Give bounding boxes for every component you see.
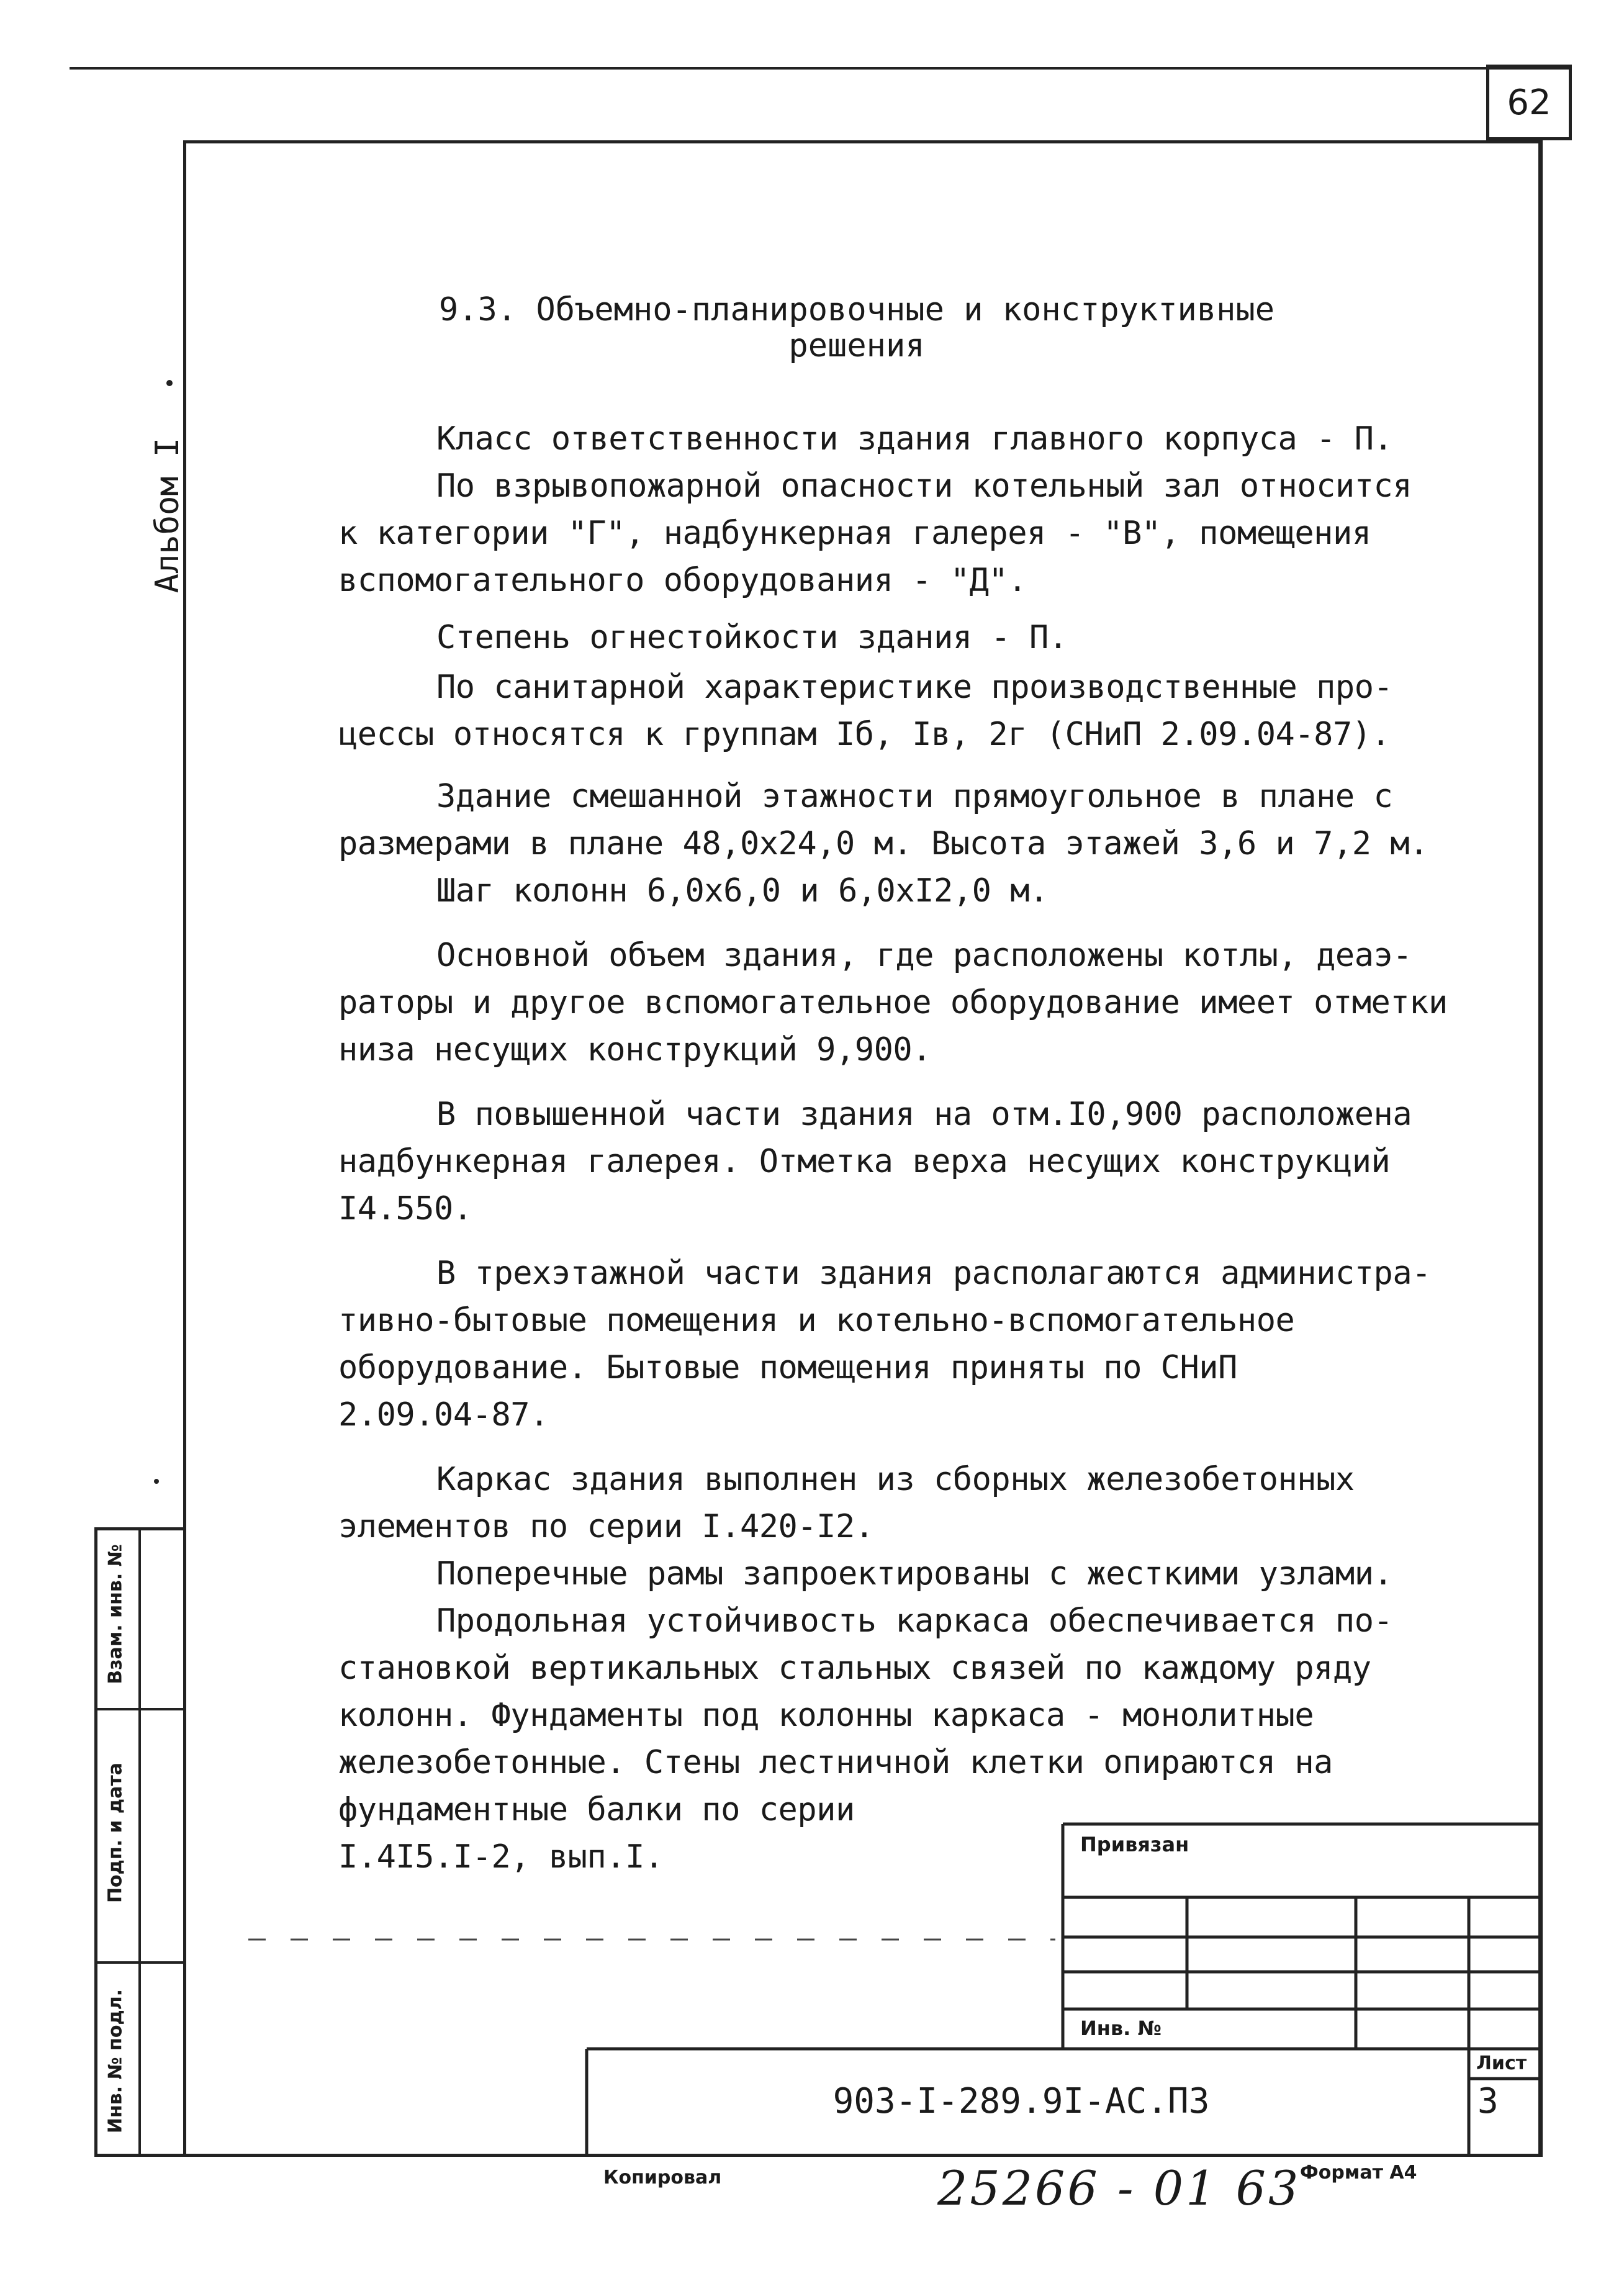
body-line: По санитарной характеристике производственные про- [436,669,1393,706]
body-line: цессы относятся к группам Iб, Iв, 2г (СНиП 2.09.04-87). [338,716,1391,753]
body-line: низа несущих конструкций 9,900. [338,1031,932,1068]
body-line: Каркас здания выполнен из сборных железобетонных [436,1461,1355,1498]
album-label: Альбом I [149,437,186,594]
body-line: Класс ответственности здания главного корпуса - П. [436,420,1393,458]
body-line: к категории "Г", надбункерная галерея - "В", помещения [338,515,1371,552]
body-line: Здание смешанной этажности прямоугольное в плане с [436,778,1393,815]
body-line: тивно-бытовые помещения и котельно-вспомогательное [338,1302,1295,1339]
body-line: элементов по серии I.420-I2. [338,1508,874,1545]
sheet-number: 3 [1477,2081,1499,2121]
margin-mark [166,380,173,386]
body-line: оборудование. Бытовые помещения приняты по СНиП [338,1349,1237,1386]
body-line: 2.09.04-87. [338,1396,549,1434]
section-heading-line2: решения [788,327,925,364]
title-block-privyazan: Привязан [1080,1833,1189,1856]
footer-kopiroval: Копировал [603,2167,722,2188]
title-block-inv-no: Инв. № [1080,2017,1162,2040]
title-block-list-label: Лист [1476,2053,1527,2074]
body-line: I4.550. [338,1190,472,1227]
body-line: В трехэтажной части здания располагаются администра- [436,1255,1431,1292]
section-heading-line1: 9.3. Объемно-планировочные и конструктивные [438,291,1275,328]
body-line: Продольная устойчивость каркаса обеспечивается по- [436,1602,1393,1640]
body-line: фундаментные балки по серии [338,1791,855,1828]
body-line: Шаг колонн 6,0х6,0 и 6,0хI2,0 м. [436,872,1049,910]
top-rule [70,67,1572,70]
side-stamp-vzam-inv: Взам. инв. № [104,1544,127,1684]
body-line: В повышенной части здания на отм.I0,900 расположена [436,1096,1412,1133]
body-line: железобетонные. Стены лестничной клетки опираются на [338,1744,1333,1781]
footer-format: Формат А4 [1300,2162,1417,2184]
body-line: вспомогательного оборудования - "Д". [338,562,1027,599]
frame-double-line [1538,140,1541,2157]
body-line: Основной объем здания, где расположены котлы, деаэ- [436,937,1412,974]
body-line: раторы и другое вспомогательное оборудование имеет отметки [338,984,1448,1021]
side-stamp-podp-data: Подп. и дата [104,1762,127,1904]
body-line: становкой вертикальных стальных связей по каждому ряду [338,1650,1371,1687]
body-line: Степень огнестойкости здания - П. [436,619,1068,656]
body-line: Поперечные рамы запроектированы с жесткими узлами. [436,1555,1393,1592]
margin-mark [154,1479,159,1484]
body-line: надбункерная галерея. Отметка верха несущих конструкций [338,1143,1391,1180]
document-code: 903-I-289.9I-АС.ПЗ [832,2081,1210,2121]
body-line: колонн. Фундаменты под колонны каркаса - монолитные [338,1697,1314,1734]
section-heading [348,292,1366,364]
page-number: 62 [1486,65,1572,140]
body-line: По взрывопожарной опасности котельный зал относится [436,467,1412,505]
body-line: I.4I5.I-2, вып.I. [338,1838,664,1876]
handwritten-number: 25266 - 01 63 [937,2161,1301,2216]
body-line: размерами в плане 48,0х24,0 м. Высота этажей 3,6 и 7,2 м. [338,825,1428,862]
side-stamp-inv-podl: Инв. № подл. [104,1989,127,2134]
